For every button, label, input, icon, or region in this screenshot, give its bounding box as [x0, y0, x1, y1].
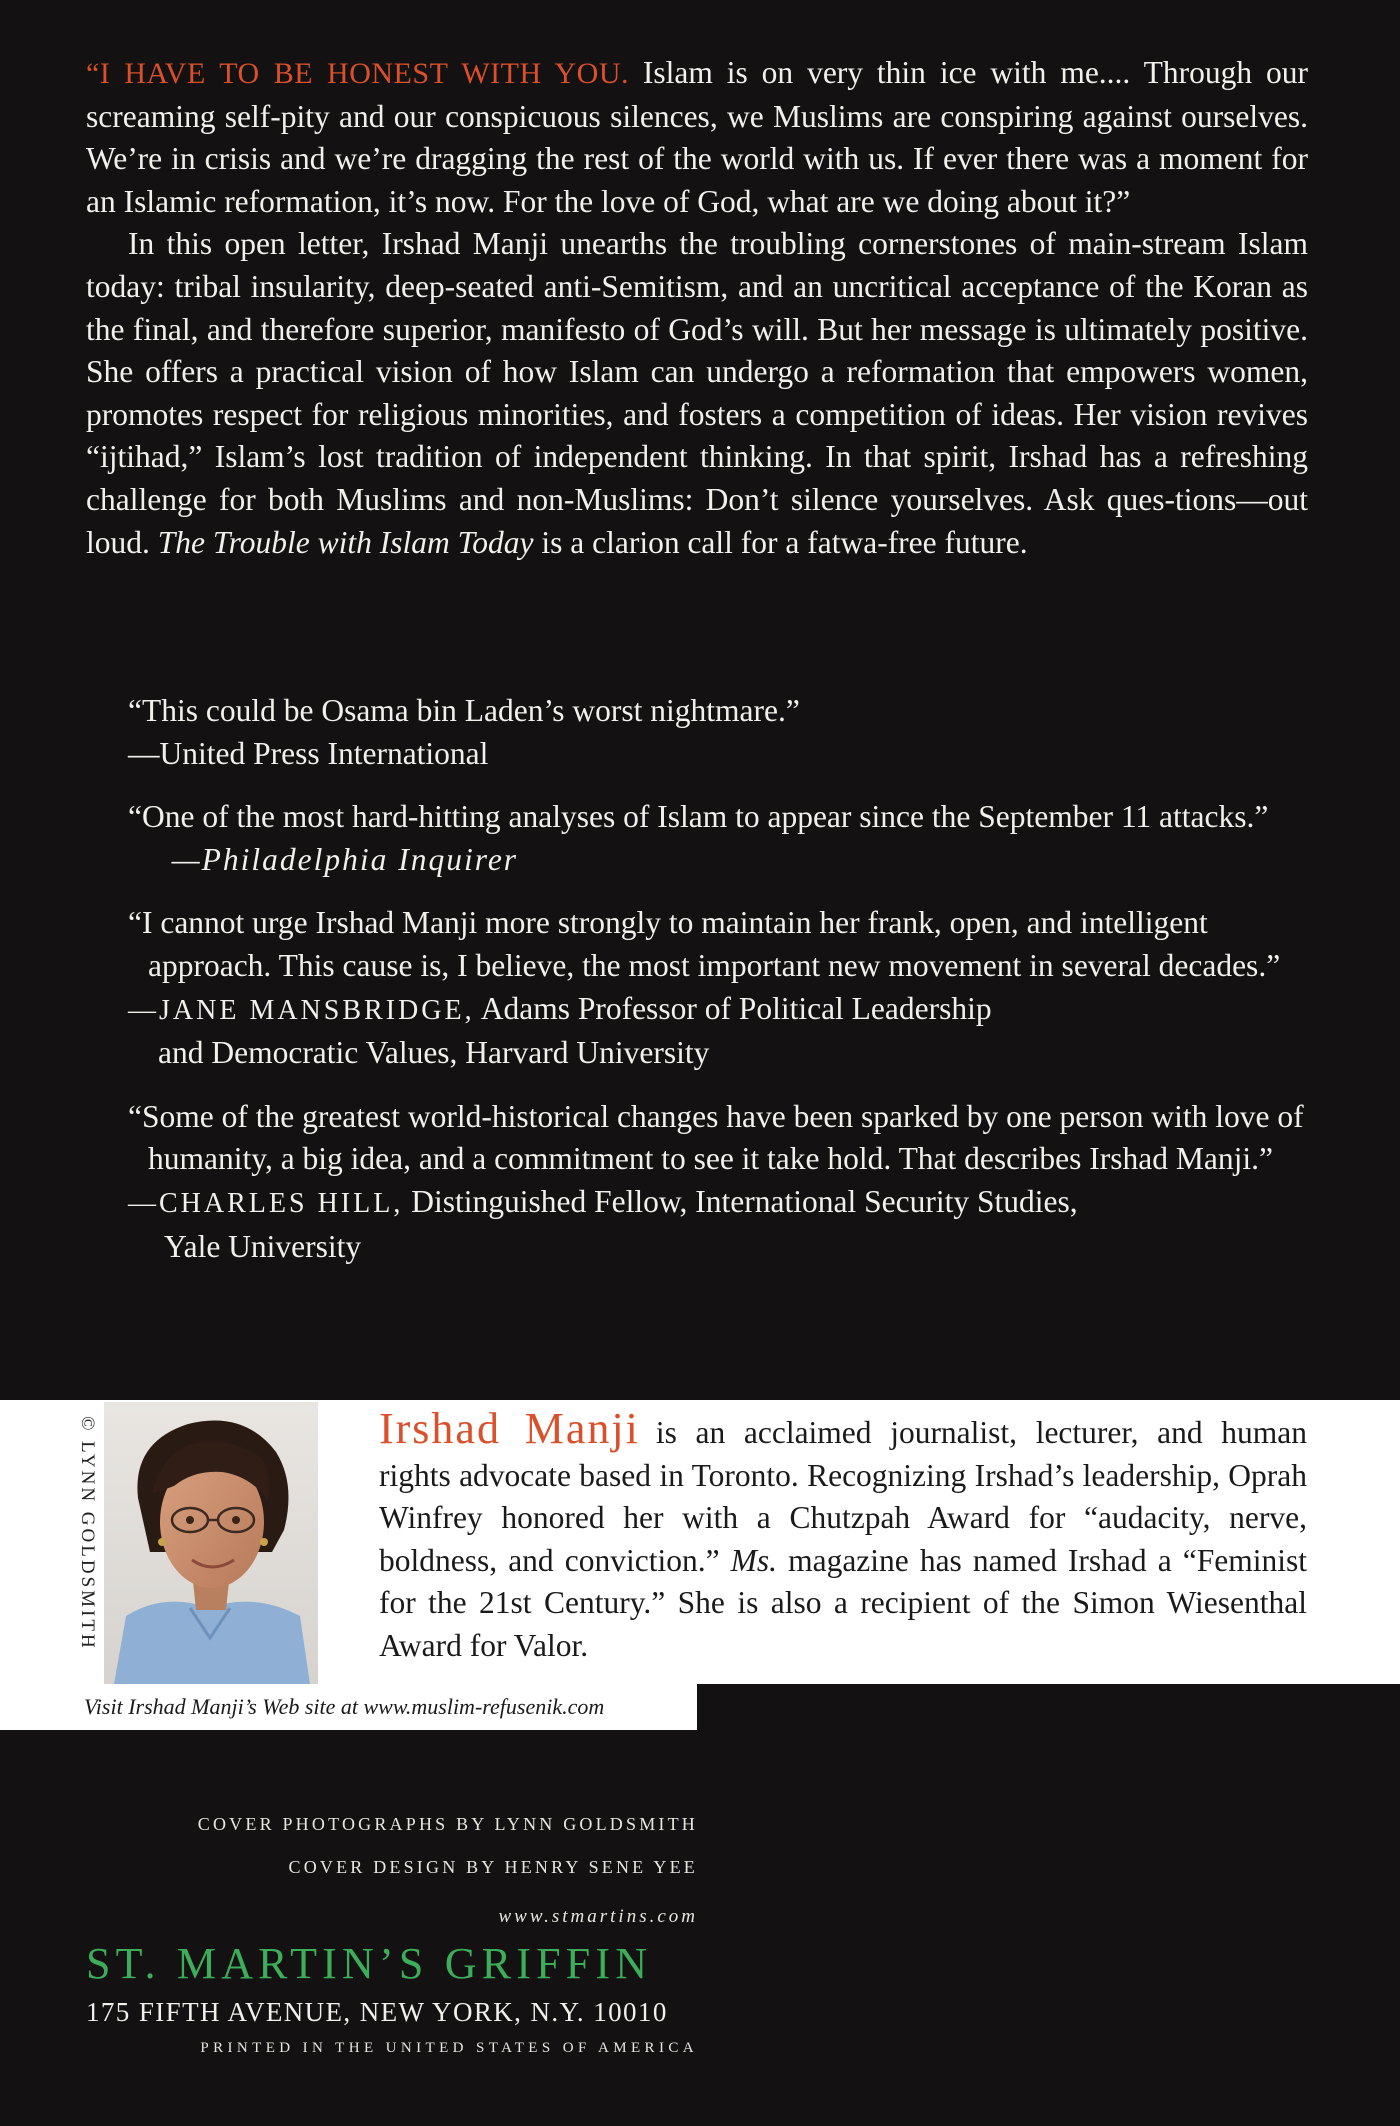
- quote-attribution: [128, 1181, 1318, 1226]
- quote-3: [128, 902, 1318, 1074]
- blurb-body-end: is a clarion call for a fatwa-free future.: [533, 524, 1028, 560]
- quote-1: [128, 690, 1318, 775]
- book-title: The Trouble with Islam Today: [157, 524, 534, 560]
- quote-2: [128, 796, 1318, 881]
- attribution-name: —JANE MANSBRIDGE,: [128, 994, 475, 1026]
- cover-photo-credit: COVER PHOTOGRAPHS BY LYNN GOLDSMITH: [197, 1814, 698, 1834]
- quote-text: “This could be Osama bin Laden’s worst nightmare.”: [128, 693, 800, 728]
- blurb-lead-text: Islam is on very thin ice with me.... Through our screaming self-pity and our conspicuous silences, we Muslims are conspiring against ourselves. We’re in crisis and we’re dragging the rest of the world with us. If ever there was a moment for an Islamic reformation, it’s now. For the love of God, what are we doing about it?”: [86, 55, 1308, 219]
- author-bio: [379, 1404, 1307, 1668]
- author-photo: [104, 1402, 318, 1684]
- bio-text: is an acclaimed journalist, lecturer, and human rights advocate based in Toronto. Recognizing Irshad’s leadership, Oprah Winfrey honored her with a Chutzpah Award for “audacity, nerve, boldness, and conviction.”: [379, 1415, 1307, 1578]
- blurb: [86, 52, 1308, 564]
- blurb-paragraph-2: [86, 223, 1308, 564]
- blurb-body-text: In this open letter, Irshad Manji unearths the troubling cornerstones of main-stream Islam today: tribal insularity, deep-seated anti-Semitism, and an uncritical acceptance of the Koran as the final, and therefore superior, manifesto of God’s will. But her message is ultimately positive. She offers a practical vision of how Islam can undergo a reformation that empowers women, promotes respect for religious minorities, and fosters a competition of ideas. Her vision revives “ijtihad,” Islam’s lost tradition of independent thinking. In that spirit, Irshad has a refreshing challenge for both Muslims and non-Muslims: Don’t silence yourselves. Ask ques-tions—out loud.: [86, 226, 1308, 560]
- quote-attribution: [128, 988, 1318, 1033]
- attribution-title: Distinguished Fellow, International Security Studies,: [403, 1183, 1078, 1219]
- author-website-note: Visit Irshad Manji’s Web site at www.muslim-refusenik.com: [0, 1684, 697, 1730]
- author-name: Irshad Manji: [379, 1404, 640, 1453]
- attribution-name: —CHARLES HILL,: [128, 1187, 404, 1219]
- review-quotes: [128, 690, 1318, 1289]
- quote-text: “I cannot urge Irshad Manji more strongly to maintain her frank, open, and intelligent approach. This cause is, I believe, the most important new movement in several decades.”: [128, 905, 1281, 983]
- cover-design-credit: COVER DESIGN BY HENRY SENE YEE: [288, 1857, 698, 1877]
- publisher-address: 175 FIFTH AVENUE, NEW YORK, N.Y. 10010: [86, 1997, 668, 2027]
- magazine-name: Ms.: [730, 1542, 778, 1578]
- publisher-name: ST. MARTIN’S GRIFFIN: [86, 1939, 653, 1988]
- printed-in: PRINTED IN THE UNITED STATES OF AMERICA: [200, 2040, 698, 2056]
- quote-text: “One of the most hard-hitting analyses of Islam to appear since the September 11 attacks.”: [128, 799, 1269, 835]
- attribution-title: Adams Professor of Political Leadership: [474, 990, 992, 1026]
- quote-attribution: —United Press International: [128, 735, 489, 771]
- blurb-paragraph-1: [86, 52, 1308, 223]
- bio-text-end: magazine has named Irshad a “Feminist for the 21st Century.” She is also a recipient of the Simon Wiesenthal Award for Valor.: [379, 1542, 1307, 1663]
- photo-credit: © LYNN GOLDSMITH: [77, 1416, 98, 1651]
- attribution-affiliation: and Democratic Values, Harvard University: [158, 1035, 710, 1071]
- quote-4: [128, 1096, 1318, 1268]
- publisher-website: www.stmartins.com: [498, 1906, 698, 1927]
- blurb-lead-caps: “I HAVE TO BE HONEST WITH YOU.: [86, 57, 630, 90]
- attribution-affiliation: Yale University: [164, 1228, 362, 1264]
- quote-attribution: —Philadelphia Inquirer: [171, 841, 519, 877]
- quote-text: “Some of the greatest world-historical changes have been sparked by one person with love of humanity, a big idea, and a commitment to see it take hold. That describes Irshad Manji.”: [128, 1098, 1304, 1177]
